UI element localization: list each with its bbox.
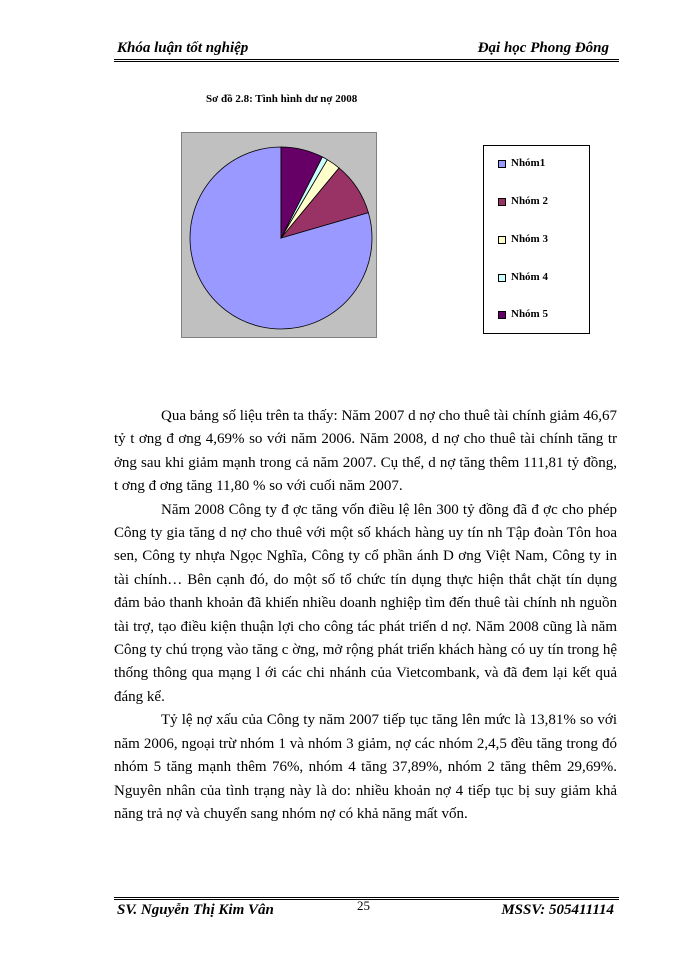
legend-label-nhom4: Nhóm 4	[511, 271, 548, 283]
body-text	[114, 405, 617, 826]
footer-student-id: MSSV: 505411114	[501, 902, 614, 918]
legend-swatch-nhom5	[498, 311, 506, 319]
legend-swatch-nhom1	[498, 160, 506, 168]
legend-label-nhom1: Nhóm1	[511, 157, 546, 169]
legend-swatch-nhom2	[498, 198, 506, 206]
legend-label-nhom2: Nhóm 2	[511, 195, 548, 207]
paragraph-2: Năm 2008 Công ty đ ợc tăng vốn điều lệ lên 300 tỷ đồng đã đ ợc cho phép Công ty gia tăng d nợ cho thuê với một số khách hàng uy tín nh Tập đoàn Tôn hoa sen, Công ty nhựa Ngọc Nghĩa, Công ty cổ phần ánh D ơng Việt Nam, Công ty in tài chính… Bên cạnh đó, do một số tổ chức tín dụng thực hiện thắt chặt tín dụng đảm bảo thanh khoản đã khiến nhiều doanh nghiệp tìm đến thuê tài chính nh nguồn tài trợ, tạo điều kiện thuận lợi cho công tác phát triển d nợ. Năm 2008 cũng là năm Công ty chú trọng vào tăng c ờng, mở rộng phát triển khách hàng có uy tín trong hệ thống thông qua mạng l ới các chi nhánh của Vietcombank, và đã đem lại kết quả đáng kể.	[114, 501, 617, 705]
page-footer	[114, 898, 619, 926]
chart-legend	[483, 145, 590, 334]
legend-swatch-nhom4	[498, 274, 506, 282]
legend-item-nhom2	[511, 195, 548, 207]
legend-item-nhom3	[511, 233, 548, 245]
paragraph-1: Qua bảng số liệu trên ta thấy: Năm 2007 d nợ cho thuê tài chính giảm 46,67 tỷ t ơng đ ơng 4,69% so với năm 2006. Năm 2008, d nợ cho thuê tài chính tăng tr ởng sau khi giảm mạnh trong cả năm 2007. Cụ thể, d nợ tăng thêm 111,81 tỷ đồng, t ơng đ ơng tăng 11,80 % so với cuối năm 2007.	[114, 408, 617, 495]
header-rule	[114, 59, 619, 62]
legend-label-nhom3: Nhóm 3	[511, 233, 548, 245]
header-left: Khóa luận tốt nghiệp	[117, 40, 249, 56]
chart-title: Sơ đồ 2.8: Tình hình dư nợ 2008	[206, 93, 358, 105]
header-right: Đại học Phong Đông	[477, 40, 609, 56]
page-number: 25	[357, 898, 370, 913]
footer-student-name: SV. Nguyễn Thị Kim Vân	[117, 902, 274, 918]
legend-item-nhom4	[511, 271, 548, 283]
pie-chart	[181, 132, 377, 338]
legend-item-nhom1	[511, 157, 545, 169]
legend-item-nhom5	[511, 308, 548, 320]
paragraph-3: Tỷ lệ nợ xấu của Công ty năm 2007 tiếp tục tăng lên mức là 13,81% so với năm 2006, ngoại trừ nhóm 1 và nhóm 3 giảm, nợ các nhóm 2,4,5 đều tăng trong đó nhóm 5 tăng mạnh thêm 76%, nhóm 4 tăng 37,89%, nhóm 2 tăng thêm 29,69%. Nguyên nhân của tình trạng này là do: nhiều khoản nợ 4 tiếp tục bị suy giảm khả năng trả nợ và chuyển sang nhóm nợ có khả năng mất vốn.	[114, 712, 617, 822]
legend-swatch-nhom3	[498, 236, 506, 244]
legend-label-nhom5: Nhóm 5	[511, 308, 548, 320]
